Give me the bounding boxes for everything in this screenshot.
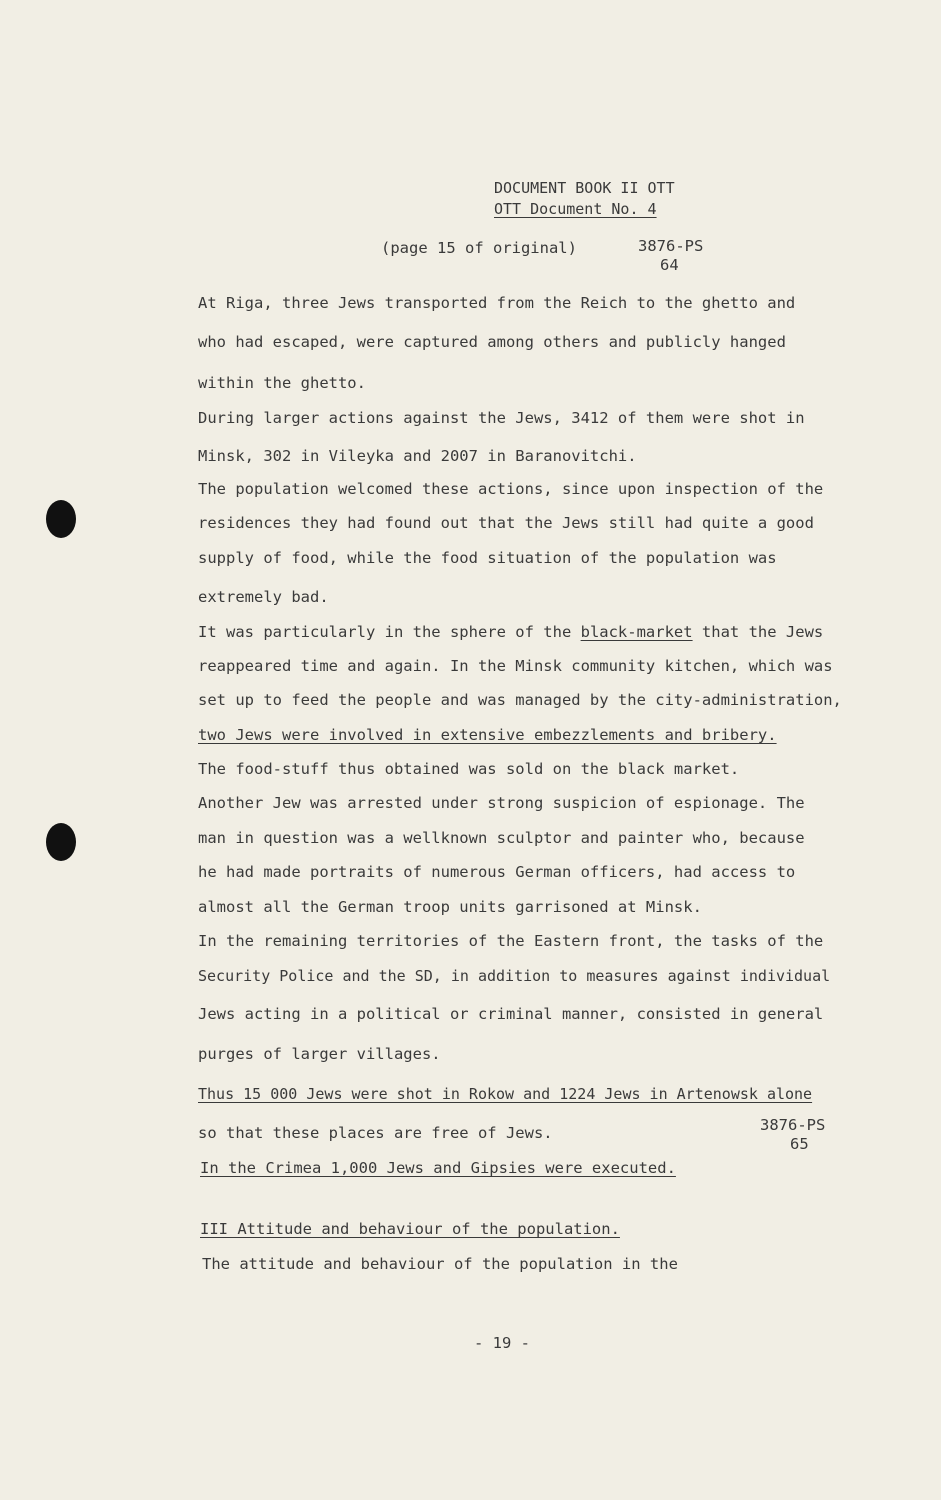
header-line-1: DOCUMENT BOOK II OTT [494,179,675,197]
body-line: so that these places are free of Jews. [198,1124,553,1142]
section-heading-text: III Attitude and behaviour of the population. [200,1220,620,1238]
body-line: man in question was a wellknown sculptor and painter who, because [198,829,805,847]
body-line [198,622,823,642]
body-line: Jews acting in a political or criminal manner, consisted in general [198,1005,824,1023]
body-line: During larger actions against the Jews, 3412 of them were shot in [198,409,805,427]
body-line: almost all the German troop units garrisoned at Minsk. [198,898,702,916]
body-line: he had made portraits of numerous German officers, had access to [198,863,796,881]
section-heading [200,1219,620,1239]
punch-hole [46,823,76,861]
body-line: set up to feed the people and was managed by the city-administration, [198,691,842,709]
body-line-underlined: In the Crimea 1,000 Jews and Gipsies were executed. [200,1159,676,1177]
header-line-2: OTT Document No. 4 [494,200,657,218]
body-line: Security Police and the SD, in addition to measures against individual [198,967,831,985]
body-line: supply of food, while the food situation of the population was [198,549,777,567]
body-line: extremely bad. [198,588,329,606]
body-line: purges of larger villages. [198,1045,441,1063]
body-line: At Riga, three Jews transported from the Reich to the ghetto and [198,294,796,312]
margin-document-code: 3876-PS [760,1116,826,1134]
body-line: Another Jew was arrested under strong suspicion of espionage. The [198,794,805,812]
body-line: Minsk, 302 in Vileyka and 2007 in Baranovitchi. [198,447,637,465]
body-text-segment: that the Jews [692,623,824,641]
underlined-term: black-market [580,623,693,641]
margin-document-page: 65 [790,1135,809,1153]
body-line: within the ghetto. [198,374,366,392]
body-line: residences they had found out that the Jews still had quite a good [198,514,814,532]
body-line-underlined: Thus 15 000 Jews were shot in Rokow and 1224 Jews in Artenowsk alone [198,1085,813,1103]
punch-hole [46,500,76,538]
body-line: In the remaining territories of the Eastern front, the tasks of the [198,932,824,950]
page-number: - 19 - [474,1334,530,1352]
body-line: The attitude and behaviour of the population in the [202,1255,678,1273]
document-code-page: 64 [660,256,679,274]
body-line: reappeared time and again. In the Minsk community kitchen, which was [198,657,833,675]
document-code: 3876-PS [638,237,704,255]
body-line-underlined: two Jews were involved in extensive embezzlements and bribery. [198,726,777,744]
body-line: The food-stuff thus obtained was sold on the black market. [198,760,740,778]
body-line: who had escaped, were captured among others and publicly hanged [198,333,786,351]
body-text-segment: It was particularly in the sphere of the [198,623,581,641]
page-reference: (page 15 of original) [381,239,577,257]
body-line: The population welcomed these actions, since upon inspection of the [198,480,824,498]
